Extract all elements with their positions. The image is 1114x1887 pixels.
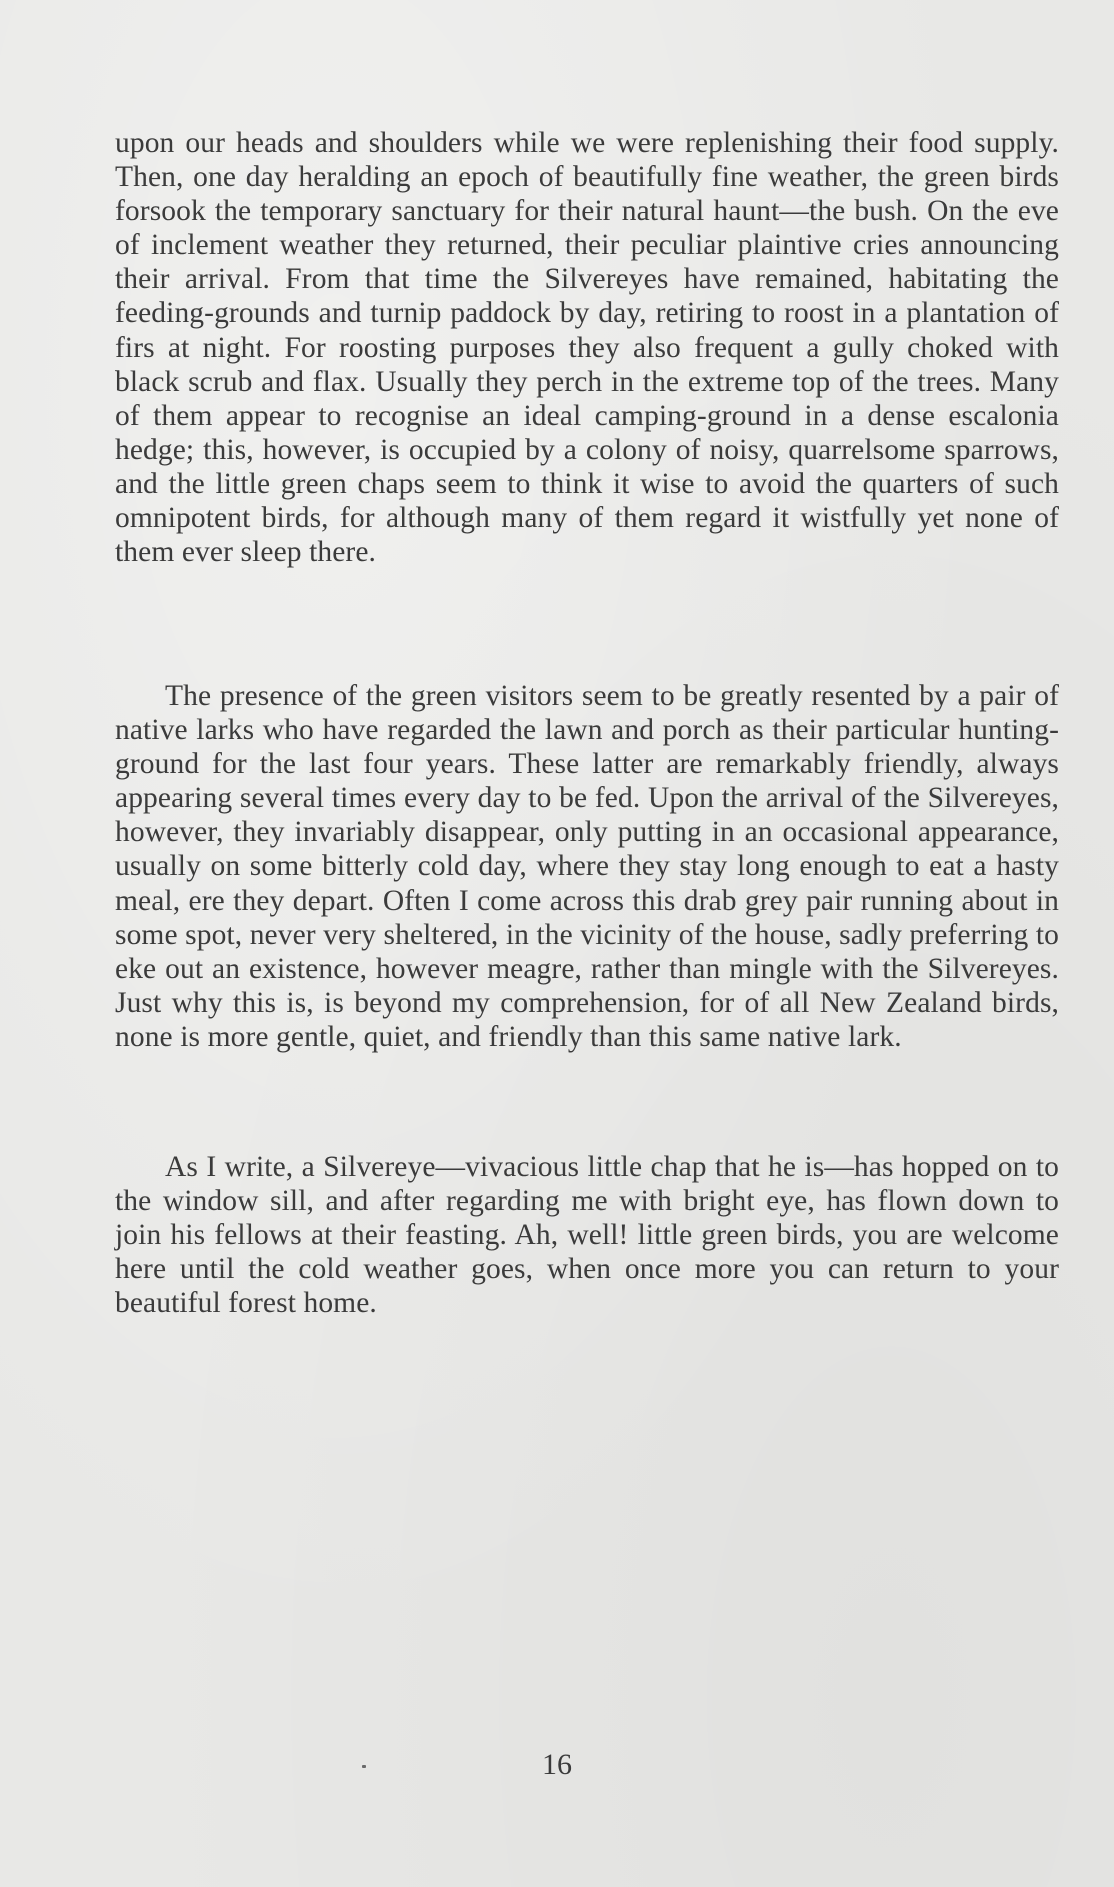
body-text [115,126,1059,1320]
paragraph-2: The presence of the green visitors seem to be greatly resented by a pair of native larks who have regarded the lawn and porch as their particular hunting-ground for the last four years. These latter are remarkably friendly, always appearing several times every day to be fed. Upon the arrival of the Silvereyes, however, they invariably disappear, only putting in an occasional appearance, usually on some bitterly cold day, where they stay long enough to eat a hasty meal, ere they depart. Often I come across this drab grey pair running about in some spot, never very sheltered, in the vicinity of the house, sadly preferring to eke out an existence, however meagre, rather than mingle with the Silvereyes. Just why this is, is beyond my comprehension, for of all New Zealand birds, none is more gentle, quiet, and friendly than this same native lark. [115,680,1059,1053]
paragraph-3: As I write, a Silvereye—vivacious little chap that he is—has hopped on to the window sill, and after regarding me with bright eye, has flown down to join his fellows at their feasting. Ah, well! little green birds, you are welcome here until the cold weather goes, when once more you can return to your beautiful forest home. [115,1151,1059,1320]
page-number: 16 [542,1748,572,1781]
paragraph-1: upon our heads and shoulders while we were replenishing their food supply. Then, one day heralding an epoch of beautifully fine weather, the green birds forsook the temporary sanctuary for their natural haunt—the bush. On the eve of inclement weather they returned, their peculiar plaintive cries announcing their arrival. From that time the Silvereyes have remained, habitating the feeding-grounds and turnip paddock by day, retiring to roost in a plantation of firs at night. For roosting purposes they also frequent a gully choked with black scrub and flax. Usually they perch in the extreme top of the trees. Many of them appear to recognise an ideal camping-ground in a dense escalonia hedge; this, however, is occupied by a colony of noisy, quarrelsome sparrows, and the little green chaps seem to think it wise to avoid the quarters of such omnipotent birds, for although many of them regard it wistfully yet none of them ever sleep there. [115,127,1059,569]
